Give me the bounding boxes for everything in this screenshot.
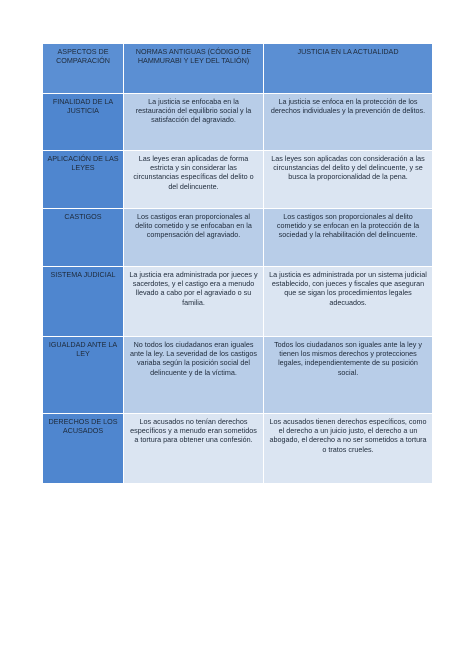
row-aspect: SISTEMA JUDICIAL [43, 267, 124, 337]
row-aspect: APLICACIÓN DE LAS LEYES [43, 151, 124, 209]
comparison-table [42, 43, 433, 484]
header-ancient-norms: NORMAS ANTIGUAS (CÓDIGO DE HAMMURABI Y LEY DEL TALIÓN) [124, 44, 264, 94]
table-row [43, 267, 433, 337]
cell-modern: La justicia es administrada por un sistema judicial establecido, con jueces y fiscales que aseguran que se sigan los procedimientos legales adecuados. [264, 267, 433, 337]
row-aspect: FINALIDAD DE LA JUSTICIA [43, 94, 124, 151]
cell-ancient: Las leyes eran aplicadas de forma estricta y sin considerar las circunstancias específicas del delito o del delincuente. [124, 151, 264, 209]
cell-ancient: Los acusados no tenían derechos específicos y a menudo eran sometidos a tortura para obtener una confesión. [124, 414, 264, 484]
cell-ancient: Los castigos eran proporcionales al delito cometido y se enfocaban en la compensación del agraviado. [124, 209, 264, 267]
table-row [43, 94, 433, 151]
row-aspect: DERECHOS DE LOS ACUSADOS [43, 414, 124, 484]
cell-modern: La justicia se enfoca en la protección de los derechos individuales y la prevención de delitos. [264, 94, 433, 151]
cell-ancient: No todos los ciudadanos eran iguales ante la ley. La severidad de los castigos variaba según la posición social del delincuente y de la víctima. [124, 337, 264, 414]
table-header-row [43, 44, 433, 94]
table-row [43, 151, 433, 209]
row-aspect: CASTIGOS [43, 209, 124, 267]
cell-modern: Los acusados tienen derechos específicos, como el derecho a un juicio justo, el derecho a un abogado, el derecho a no ser sometidos a tortura o tratos crueles. [264, 414, 433, 484]
cell-ancient: La justicia era administrada por jueces y sacerdotes, y el castigo era a menudo llevado a cabo por el agraviado o su familia. [124, 267, 264, 337]
cell-modern: Todos los ciudadanos son iguales ante la ley y tienen los mismos derechos y protecciones legales, independientemente de su posición social. [264, 337, 433, 414]
row-aspect: IGUALDAD ANTE LA LEY [43, 337, 124, 414]
cell-ancient: La justicia se enfocaba en la restauración del equilibrio social y la satisfacción del agraviado. [124, 94, 264, 151]
cell-modern: Las leyes son aplicadas con consideración a las circunstancias del delito y del delincuente, y se busca la proporcionalidad de la pena. [264, 151, 433, 209]
header-modern-justice: JUSTICIA EN LA ACTUALIDAD [264, 44, 433, 94]
header-aspects: ASPECTOS DE COMPARACIÓN [43, 44, 124, 94]
table-row [43, 337, 433, 414]
cell-modern: Los castigos son proporcionales al delito cometido y se enfocan en la protección de la sociedad y la rehabilitación del delincuente. [264, 209, 433, 267]
table-row [43, 209, 433, 267]
table-row [43, 414, 433, 484]
